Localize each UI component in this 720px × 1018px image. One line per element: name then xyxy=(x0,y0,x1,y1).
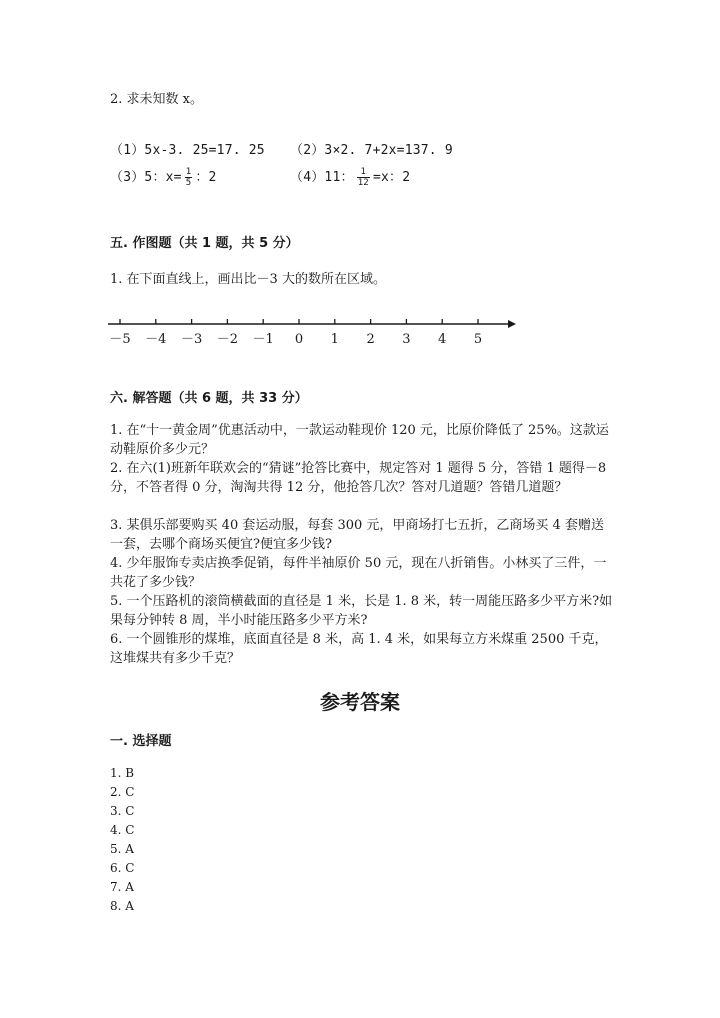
question-heading: 2. 求未知数 x。 xyxy=(110,92,203,107)
section-6-title: 六. 解答题（共 6 题，共 33 分） xyxy=(110,391,308,406)
answers-title: 参考答案 xyxy=(320,690,400,714)
number-line-label: 3 xyxy=(402,332,411,347)
number-line-ticks xyxy=(109,319,482,347)
number-line-label: －2 xyxy=(216,332,239,347)
answer-item: 5. A xyxy=(110,842,134,856)
number-line-label: －1 xyxy=(252,332,274,347)
equation-3-left: （3）5：x= xyxy=(110,170,182,185)
number-line-label: －4 xyxy=(145,332,167,347)
number-line-label: 1 xyxy=(330,332,339,347)
number-line-label: 4 xyxy=(438,332,447,347)
answer-item: 1. B xyxy=(110,766,135,780)
equation-1: （1）5x-3. 25=17. 25 xyxy=(110,143,265,158)
section-5-title: 五. 作图题（共 1 题，共 5 分） xyxy=(110,236,299,251)
section-5-question: 1. 在下面直线上，画出比－3 大的数所在区域。 xyxy=(110,272,386,287)
fraction-numerator: 1 xyxy=(185,167,192,177)
number-line xyxy=(108,312,528,354)
answer-item: 3. C xyxy=(110,804,135,818)
fraction-denominator: 5 xyxy=(185,178,192,188)
answer-item: 8. A xyxy=(110,899,134,913)
fraction-numerator: 1 xyxy=(357,167,370,178)
equation-4-right: =x：2 xyxy=(372,170,411,185)
equation-2: （2）3×2. 7+2x=137. 9 xyxy=(290,143,453,158)
fraction xyxy=(357,167,370,188)
number-line-label: 5 xyxy=(473,332,483,347)
equation-4-left: （4）11： xyxy=(290,170,354,185)
equation-3-right: ：2 xyxy=(195,170,217,185)
number-line-label: 0 xyxy=(294,332,304,347)
number-line-label: 2 xyxy=(366,332,375,347)
fraction xyxy=(185,167,193,188)
problem-5: 5. 一个压路机的滚筒横截面的直径是 1 米，长是 1. 8 米，转一周能压路多少平方米?如果每分钟转 8 周，半小时能压路多少平方米? xyxy=(110,594,613,628)
equation-4 xyxy=(290,166,410,188)
problem-2: 2. 在六(1)班新年联欢会的“猜谜”抢答比赛中，规定答对 1 题得 5 分，答错 1 题得－8 分，不答者得 0 分，淘淘共得 12 分，他抢答几次？答对几道题？答错几道题？ xyxy=(110,461,607,495)
problem-1: 1. 在“十一黄金周”优惠活动中，一款运动鞋现价 120 元，比原价降低了 25%。这款运动鞋原价多少元？ xyxy=(110,423,609,457)
problem-6: 6. 一个圆锥形的煤堆，底面直径是 8 米，高 1. 4 米，如果每立方米煤重 2500 千克，这堆煤共有多少千克？ xyxy=(110,632,608,666)
answers-section-1-title: 一. 选择题 xyxy=(110,734,172,749)
answer-item: 6. C xyxy=(110,861,135,875)
answer-item: 7. A xyxy=(110,880,134,894)
number-line-label: －3 xyxy=(180,332,203,347)
problem-3: 3. 某俱乐部要购买 40 套运动服，每套 300 元，甲商场打七五折，乙商场买 4 套赠送一套，去哪个商场买便宜?便宜多少钱? xyxy=(110,518,604,552)
number-line-label: －5 xyxy=(109,332,131,347)
fraction-denominator: 12 xyxy=(357,178,369,188)
problem-4: 4. 少年服饰专卖店换季促销，每件半袖原价 50 元，现在八折销售。小林买了三件，一共花了多少钱？ xyxy=(110,556,607,590)
equation-3 xyxy=(110,166,217,188)
answer-item: 2. C xyxy=(110,785,135,799)
arrow-right-icon xyxy=(508,320,516,328)
answer-item: 4. C xyxy=(110,823,135,837)
